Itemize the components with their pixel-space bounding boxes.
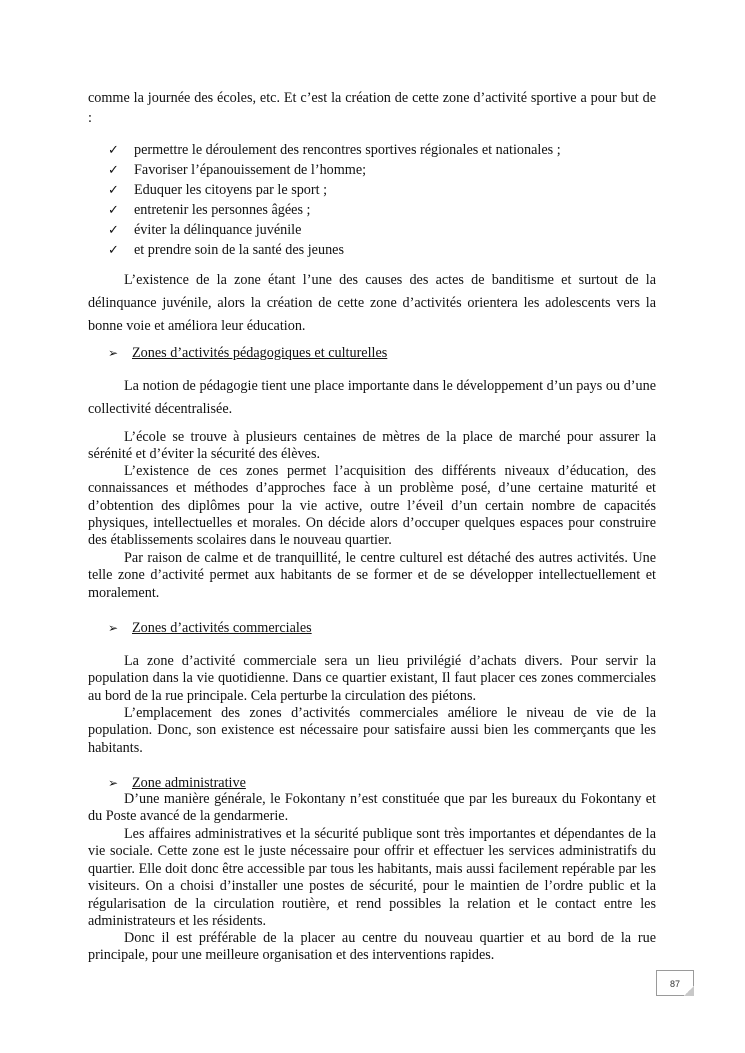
intro-paragraph: comme la journée des écoles, etc. Et c’est la création de cette zone d’activité sportive a pour but de :	[88, 90, 656, 126]
checkmark-icon: ✓	[108, 143, 119, 158]
heading-commerciales: ➢ Zones d’activités commerciales	[108, 620, 312, 636]
checkmark-icon: ✓	[108, 163, 119, 178]
list-item: ✓ et prendre soin de la santé des jeunes	[108, 240, 561, 260]
paragraph-existence-zones: L’existence de ces zones permet l’acquisition des différents niveaux d’éducation, des connaissances et méthodes d’approches face à un problème posé, d’une certaine maturité et d’obtention des diplômes pour la vie active, outre l’éveil d’un certain nombre de capacités physiques, intellectuelles et morales. On décide alors d’occuper quelques espaces pour construire des établissements scolaires dans le nouveau quartier.	[88, 463, 656, 549]
paragraph-ecole: L’école se trouve à plusieurs centaines de mètres de la place de marché pour assurer la sérénité et d’éviter la sécurité des élèves.	[88, 429, 656, 463]
checkmark-icon: ✓	[108, 183, 119, 198]
paragraph-affaires: Les affaires administratives et la sécurité publique sont très importantes et dépendantes de la vie sociale. Cette zone est le juste nécessaire pour offrir et effectuer les services administratifs du quartier. Elle doit donc être accessible par tous les habitants, mais aussi facilement repérable par les visiteurs. On a choisi d’installer une postes de sécurité, pour le maintien de l’ordre public et la régularisation de la circulation routière, et rend possibles la relation et le contact entre les administrateurs et les résidents.	[88, 826, 656, 930]
heading-pedagogiques: ➢ Zones d’activités pédagogiques et culturelles	[108, 345, 388, 361]
paragraph-commerciale: La zone d’activité commerciale sera un lieu privilégié d’achats divers. Pour servir la population dans la vie quotidienne. Dans ce quartier existant, Il faut placer ces zones commerciales au bord de la rue principale. Cela perturbe la circulation des piétons.	[88, 653, 656, 704]
checkmark-icon: ✓	[108, 223, 119, 238]
paragraph-generale: D’une manière générale, le Fokontany n’est constituée que par les bureaux du Fokontany et du Poste avancé de la gendarmerie.	[88, 791, 656, 825]
paragraph-calme: Par raison de calme et de tranquillité, le centre culturel est détaché des autres activités. Une telle zone d’activité permet aux habitants de se former et de se développer intellectuellement et moralement.	[88, 550, 656, 601]
list-item: ✓ permettre le déroulement des rencontres sportives régionales et nationales ;	[108, 140, 561, 160]
arrow-bullet-icon: ➢	[108, 621, 119, 635]
objectives-list	[108, 140, 561, 260]
list-item: ✓ Eduquer les citoyens par le sport ;	[108, 180, 561, 200]
paragraph-emplacement: L’emplacement des zones d’activités commerciales améliore le niveau de vie de la population. Donc, son existence est nécessaire pour satisfaire aussi bien les commerçants que les habitants.	[88, 705, 656, 756]
arrow-bullet-icon: ➢	[108, 776, 119, 790]
heading-administrative: ➢ Zone administrative	[108, 775, 246, 791]
arrow-bullet-icon: ➢	[108, 346, 119, 360]
paragraph-existence: L’existence de la zone étant l’une des causes des actes de banditisme et surtout de la délinquance juvénile, alors la création de cette zone d’activités orientera les adolescents vers la bonne voie et améliora leur éducation.	[88, 272, 656, 334]
list-item: ✓ Favoriser l’épanouissement de l’homme;	[108, 160, 561, 180]
paragraph-pedagogie: La notion de pédagogie tient une place importante dans le développement d’un pays ou d’une collectivité décentralisée.	[88, 378, 656, 417]
list-item: ✓ éviter la délinquance juvénile	[108, 220, 561, 240]
checkmark-icon: ✓	[108, 243, 119, 258]
list-item: ✓ entretenir les personnes âgées ;	[108, 200, 561, 220]
checkmark-icon: ✓	[108, 203, 119, 218]
page-number: 87	[656, 970, 694, 996]
paragraph-donc: Donc il est préférable de la placer au centre du nouveau quartier et au bord de la rue principale, pour une meilleure organisation et des interventions rapides.	[88, 930, 656, 964]
